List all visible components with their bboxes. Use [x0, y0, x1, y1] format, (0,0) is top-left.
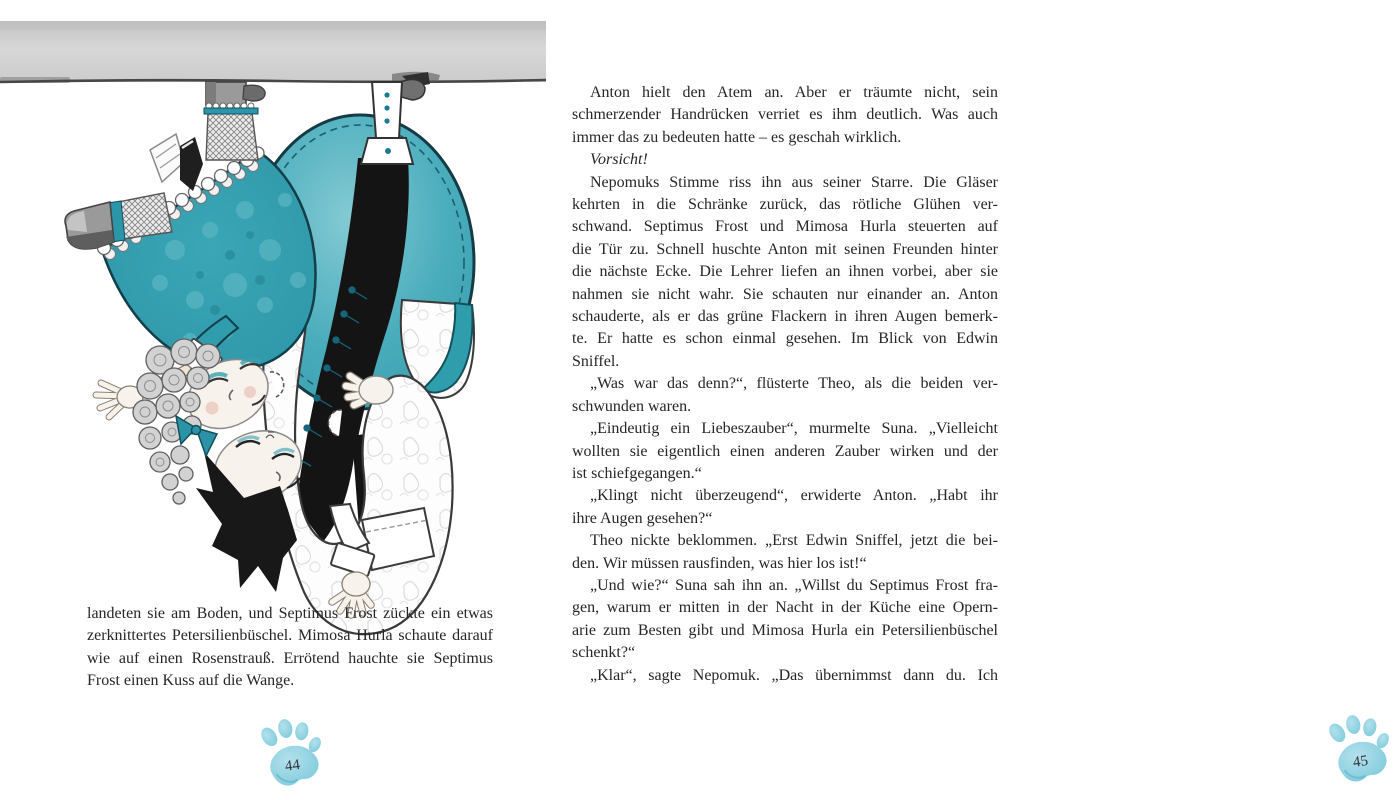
text-line: „Klar“, sagte Nepomuk. „Das übernimmst dann du. Ich [590, 666, 998, 684]
hanging-couple-illustration [0, 0, 560, 620]
paw-print-left [256, 720, 326, 790]
text-line: Sniffel. [572, 352, 620, 370]
right-page [560, 0, 1370, 800]
text-line: schenkt?“ [572, 644, 636, 662]
text-line: immer das zu bedeuten hatte – es geschah wirklich. [572, 128, 902, 146]
text-line: kehrten in die Schränke zurück, das rötliche Glühen ver- [572, 196, 998, 214]
right-page-text [572, 82, 998, 687]
woman-hanging-leg [204, 82, 265, 160]
text-line: den. Wir müssen rausfinden, was hier los ist!“ [572, 554, 867, 572]
text-line: ist schiefgegangen.“ [572, 464, 702, 482]
text-line: „Und wie?“ Suna sah ihn an. „Willst du Septimus Frost fra- [590, 576, 998, 594]
text-line: schwunden waren. [572, 397, 692, 415]
text-line: schauderte, als er das grüne Flackern in ihren Augen bemerk- [572, 308, 998, 326]
man-hand-grab [346, 376, 393, 405]
left-page [0, 0, 560, 800]
text-line: Nepomuks Stimme riss ihn aus seiner Starre. Die Gläser [590, 173, 998, 191]
text-line: die Tür zu. Schnell huschte Anton mit seinen Freunden hinter [572, 240, 998, 258]
text-line: nahmen sie nicht wahr. Sie schauten nur einander an. Anton [572, 285, 998, 303]
text-line: „Klingt nicht überzeugend“, erwiderte Anton. „Habt ihr [590, 487, 998, 505]
text-line: gen, warum er mitten in der Nacht in der Küche eine Opern- [572, 599, 998, 617]
page-number-right: 45 [1351, 752, 1370, 771]
text-line: „Eindeutig ein Liebeszauber“, murmelte Suna. „Vielleicht [590, 420, 998, 438]
text-line: ihre Augen gesehen?“ [572, 509, 713, 527]
text-line: Frost einen Kuss auf die Wange. [87, 672, 295, 690]
page-number-left: 44 [283, 756, 302, 775]
text-line: Anton hielt den Atem an. Aber er träumte nicht, sein [590, 84, 998, 101]
text-line: Vorsicht! [590, 151, 648, 169]
text-line: wollten sie eigentlich einen anderen Zauber wirken und der [572, 442, 998, 460]
paw-print-right [1324, 716, 1394, 786]
text-line: die nächste Ecke. Die Lehrer liefen an ihnen vorbei, aber sie [572, 263, 998, 281]
text-line: zerknittertes Petersilienbüschel. Mimosa Hurla schaute darauf [87, 627, 493, 645]
text-line: te. Er hatte es schon einmal gesehen. Im Blick von Edwin [572, 330, 998, 348]
boot-accent [180, 137, 203, 191]
text-line: Theo nickte beklommen. „Erst Edwin Sniffel, jetzt die bei- [590, 532, 998, 550]
text-line: „Was war das denn?“, flüsterte Theo, als die beiden ver- [590, 375, 998, 393]
ceiling-beam [0, 21, 546, 83]
text-line: wie auf einen Rosenstrauß. Errötend hauchte sie Septimus [87, 649, 493, 667]
text-line: schwand. Septimus Frost und Mimosa Hurla steuerten auf [572, 218, 998, 236]
text-line: landeten sie am Boden, und Septimus Frost zückte ein etwas [87, 605, 493, 622]
text-line: arie zum Besten gibt und Mimosa Hurla ein Petersilienbüschel [572, 621, 998, 639]
text-line: schmerzender Handrücken verriet es ihm deutlich. Was auch [572, 106, 998, 124]
left-page-text [87, 603, 493, 693]
